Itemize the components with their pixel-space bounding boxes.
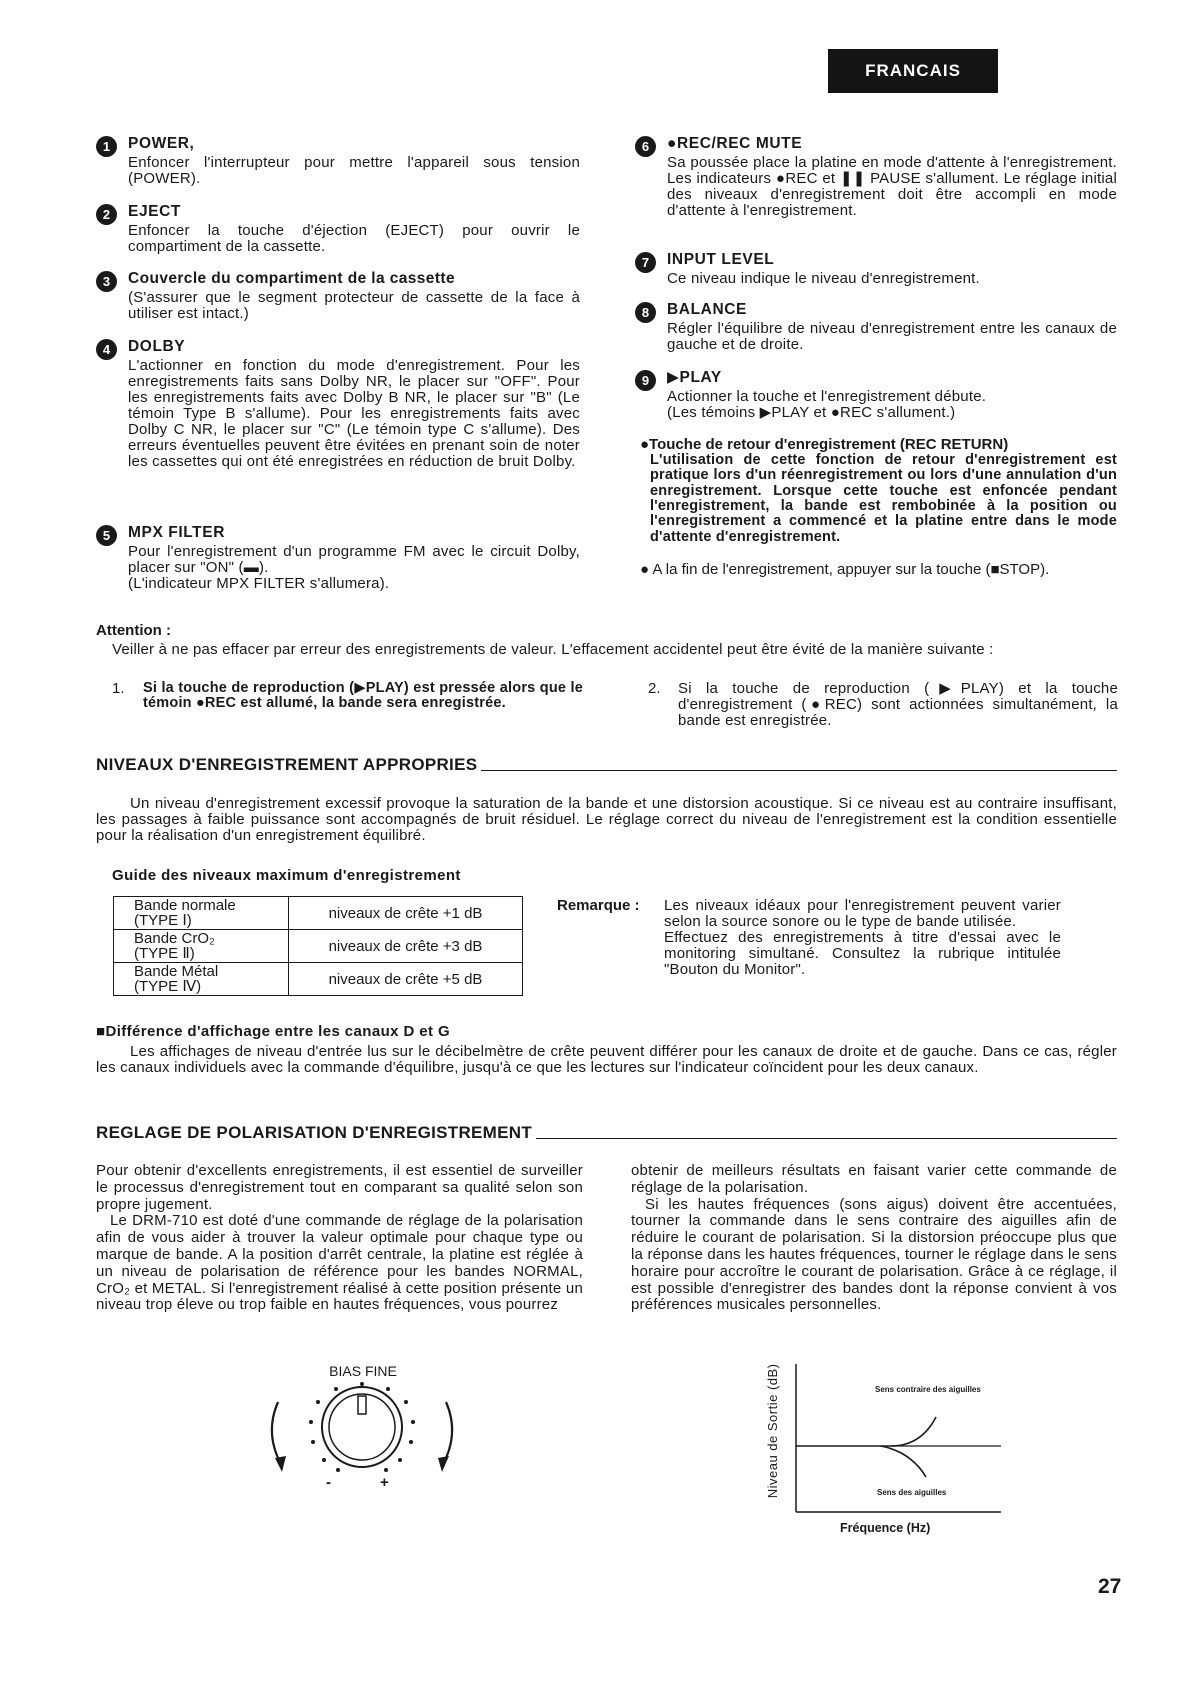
- bias-heading-text: REGLAGE DE POLARISATION D'ENREGISTREMENT: [96, 1123, 533, 1142]
- number-badge: 2: [96, 204, 117, 225]
- control-title: EJECT: [128, 203, 181, 220]
- graph-upper-label: Sens contraire des aiguilles: [875, 1385, 981, 1394]
- control-text: Sa poussée place la platine en mode d'attente à l'enregistrement. Les indicateurs ●REC et ❚❚ PAUSE s'allument. Le réglage initial des niveaux d'enregistrement doit être accompli en mode d'attente à l'enregistrement.: [667, 154, 1117, 220]
- level-cell: niveaux de crête +5 dB: [289, 963, 523, 996]
- tape-name: Bande CrO₂: [134, 930, 215, 947]
- attention-intro: Veiller à ne pas effacer par erreur des enregistrements de valeur. L'effacement accidentel peut être évité de la manière suivante :: [112, 641, 994, 658]
- guide-title: Guide des niveaux maximum d'enregistrement: [112, 867, 461, 884]
- bias-right-text: [631, 1163, 1117, 1314]
- control-title: BALANCE: [667, 301, 747, 318]
- control-eject: [102, 203, 580, 256]
- control-title: ▶PLAY: [667, 369, 722, 386]
- control-balance: [641, 301, 1117, 354]
- graph-ylabel: Niveau de Sortie (dB): [765, 1363, 781, 1499]
- tape-type: (TYPE Ⅳ): [134, 978, 202, 995]
- rec-return-section: [640, 437, 1117, 582]
- remark-text-2: Effectuez des enregistrements à titre d'essai avec le monitoring simultané. Consultez la rubrique intitulée "Bouton du Monitor".: [664, 928, 1061, 978]
- bias-left-text: [96, 1163, 583, 1314]
- control-mpx-filter: [102, 524, 580, 593]
- difference-text: [96, 1044, 1117, 1076]
- control-title: POWER,: [128, 135, 195, 152]
- table-row: [114, 930, 523, 963]
- number-badge: 8: [635, 302, 656, 323]
- levels-heading: [96, 756, 1117, 774]
- level-cell: niveaux de crête +3 dB: [289, 930, 523, 963]
- control-title: MPX FILTER: [128, 524, 225, 541]
- control-text: Enfoncer la touche d'éjection (EJECT) pour ouvrir le compartiment de la cassette.: [128, 222, 580, 256]
- control-power: [102, 135, 580, 188]
- rec-return-note: ● A la fin de l'enregistrement, appuyer sur la touche (■STOP).: [640, 561, 1050, 579]
- control-title: INPUT LEVEL: [667, 251, 775, 268]
- remark-text-block: [664, 898, 1061, 977]
- tape-type: (TYPE Ⅱ): [134, 945, 195, 962]
- control-text: (S'assurer que le segment protecteur de cassette de la face à utiliser est intact.): [128, 289, 580, 323]
- remark-label: Remarque :: [557, 897, 640, 914]
- knob-plus: +: [380, 1474, 389, 1491]
- attention-item2-num: 2.: [648, 680, 661, 697]
- levels-heading-text: NIVEAUX D'ENREGISTREMENT APPROPRIES: [96, 755, 478, 774]
- attention-label: Attention :: [96, 622, 171, 639]
- bias-heading: [96, 1124, 1117, 1142]
- knob-icon: [258, 1362, 468, 1502]
- bias-left-p2: Le DRM-710 est doté d'une commande de réglage de la polarisation afin de vous aider à trouver la valeur optimale pour chaque type ou marque de bande. A la position d'arrêt centrale, la platine est réglée à un niveau de polarisation de référence pour les bandes NORMAL, CrO₂ et METAL. Si l'enregistrement réalisé à cette position présente un niveau trop éleve ou trop faible en hautes fréquences, vous pourrez: [96, 1212, 583, 1314]
- attention-item2: Si la touche de reproduction (▶PLAY) et la touche d'enregistrement (●REC) sont actionnées simultanément, la bande est enregistrée.: [678, 680, 1118, 729]
- control-title: DOLBY: [128, 338, 186, 355]
- control-dolby: [102, 338, 580, 470]
- number-badge: 7: [635, 252, 656, 273]
- control-rec-mute: [641, 135, 1117, 220]
- number-badge: 3: [96, 271, 117, 292]
- difference-paragraph: Les affichages de niveau d'entrée lus sur le décibelmètre de crête peuvent différer pour les canaux de droite et de gauche. Dans ce cas, régler les canaux individuels avec la commande d'équilibre, jusqu'à ce que les lectures sur l'indicateur coïncident pour les deux canaux.: [96, 1043, 1117, 1076]
- control-title: Couvercle du compartiment de la cassette: [128, 270, 455, 287]
- tape-cell: [114, 963, 289, 996]
- bias-right-p1: obtenir de meilleurs résultats en faisant varier cette commande de réglage de la polarisation.: [631, 1162, 1117, 1196]
- graph-lower-label: Sens des aiguilles: [877, 1488, 947, 1497]
- number-badge: 4: [96, 339, 117, 360]
- control-text: Actionner la touche et l'enregistrement débute.: [667, 388, 987, 406]
- control-play: [641, 369, 1117, 422]
- tape-cell: [114, 930, 289, 963]
- attention-item1-num: 1.: [112, 680, 125, 697]
- rec-return-title: ●Touche de retour d'enregistrement (REC RETURN): [640, 436, 1009, 453]
- control-text: Ce niveau indique le niveau d'enregistrement.: [667, 270, 980, 288]
- tape-name: Bande Métal: [134, 963, 219, 980]
- control-cassette-cover: [102, 270, 580, 323]
- graph-curve-lower: [881, 1446, 926, 1477]
- table-row: [114, 963, 523, 996]
- page-number: 27: [1098, 1575, 1122, 1598]
- graph-xlabel: Fréquence (Hz): [840, 1521, 931, 1535]
- control-title: ●REC/REC MUTE: [667, 135, 803, 152]
- rec-return-text: L'utilisation de cette fonction de retour d'enregistrement est pratique lors d'un réenregistrement ou lors d'une annulation d'un enregistrement. Lorsque cette touche est enfoncée pendant l'enregistrement, la bande est rembobinée à la position ou l'enregistrement a commencé et la platine entre dans le mode d'attente d'enregistrement.: [650, 451, 1117, 545]
- control-text: Pour l'enregistrement d'un programme FM avec le circuit Dolby, placer sur "ON" (▬).: [128, 543, 580, 577]
- bias-right-p2: Si les hautes fréquences (sons aigus) doivent être accentuées, tourner la commande dans le sens contraire des aiguilles afin de réduire le courant de polarisation. Si la distorsion préoccupe plus que la réponse dans les hautes fréquences, tourner le réglage dans le sens horaire pour accroître le courant de polarisation. Grâce à ce réglage, il est possible d'enregistrer des bandes dont la réponse convient à vos préférences musicales personnelles.: [631, 1195, 1117, 1314]
- control-text: Enfoncer l'interrupteur pour mettre l'appareil sous tension (POWER).: [128, 154, 580, 188]
- table-row: [114, 897, 523, 930]
- attention-item1: Si la touche de reproduction (▶PLAY) est pressée alors que le témoin ●REC est allumé, la bande sera enregistrée.: [143, 680, 583, 712]
- levels-text: [96, 796, 1117, 844]
- knob-minus: -: [326, 1474, 331, 1491]
- tape-type: (TYPE Ⅰ): [134, 912, 192, 929]
- bias-fine-knob-figure: [258, 1362, 468, 1502]
- levels-table: [113, 896, 523, 996]
- levels-paragraph: Un niveau d'enregistrement excessif provoque la saturation de la bande et une distorsion acoustique. Si ce niveau est au contraire insuffisant, les passages à faible puissance sont accompagnés de bruit résiduel. Le réglage correct du niveau de l'enregistrement est la condition essentielle pour la réalisation d'un enregistrement équilibré.: [96, 795, 1117, 844]
- control-text: Régler l'équilibre de niveau d'enregistrement entre les canaux de gauche et de droite.: [667, 320, 1117, 354]
- control-text: L'actionner en fonction du mode d'enregistrement. Pour les enregistrements faits sans Dolby NR, le placer sur "OFF". Pour les enregistrements faits avec Dolby B NR, le placer sur "B" (Le témoin Type B s'allume). Pour les enregistrements faits avec Dolby C NR, le placer sur "C" (Le témoin type C s'allume). Des erreurs éventuelles peuvent être évitées en prenant soin de noter les cassettes qui ont été enregistrées en réduction de bruit Dolby.: [128, 357, 580, 470]
- knob-label: BIAS FINE: [329, 1363, 397, 1379]
- remark-text: Les niveaux idéaux pour l'enregistrement peuvent varier selon la source sonore ou le type de bande utilisée.: [664, 897, 1061, 930]
- difference-title: ■Différence d'affichage entre les canaux D et G: [96, 1023, 451, 1040]
- frequency-graph: [760, 1362, 1020, 1544]
- tape-cell: [114, 897, 289, 930]
- number-badge: 5: [96, 525, 117, 546]
- bias-left-p1: Pour obtenir d'excellents enregistrements, il est essentiel de surveiller le processus d'enregistrement tout en comparant sa qualité selon son propre jugement.: [96, 1162, 583, 1213]
- number-badge: 9: [635, 370, 656, 391]
- level-cell: niveaux de crête +1 dB: [289, 897, 523, 930]
- tape-name: Bande normale: [134, 897, 236, 914]
- number-badge: 1: [96, 136, 117, 157]
- language-tag: FRANCAIS: [828, 49, 998, 93]
- graph-curve-upper: [796, 1417, 936, 1446]
- number-badge: 6: [635, 136, 656, 157]
- control-text-note: (L'indicateur MPX FILTER s'allumera).: [128, 575, 390, 593]
- control-text-note: (Les témoins ▶PLAY et ●REC s'allument.): [667, 404, 956, 422]
- control-input-level: [641, 251, 1117, 288]
